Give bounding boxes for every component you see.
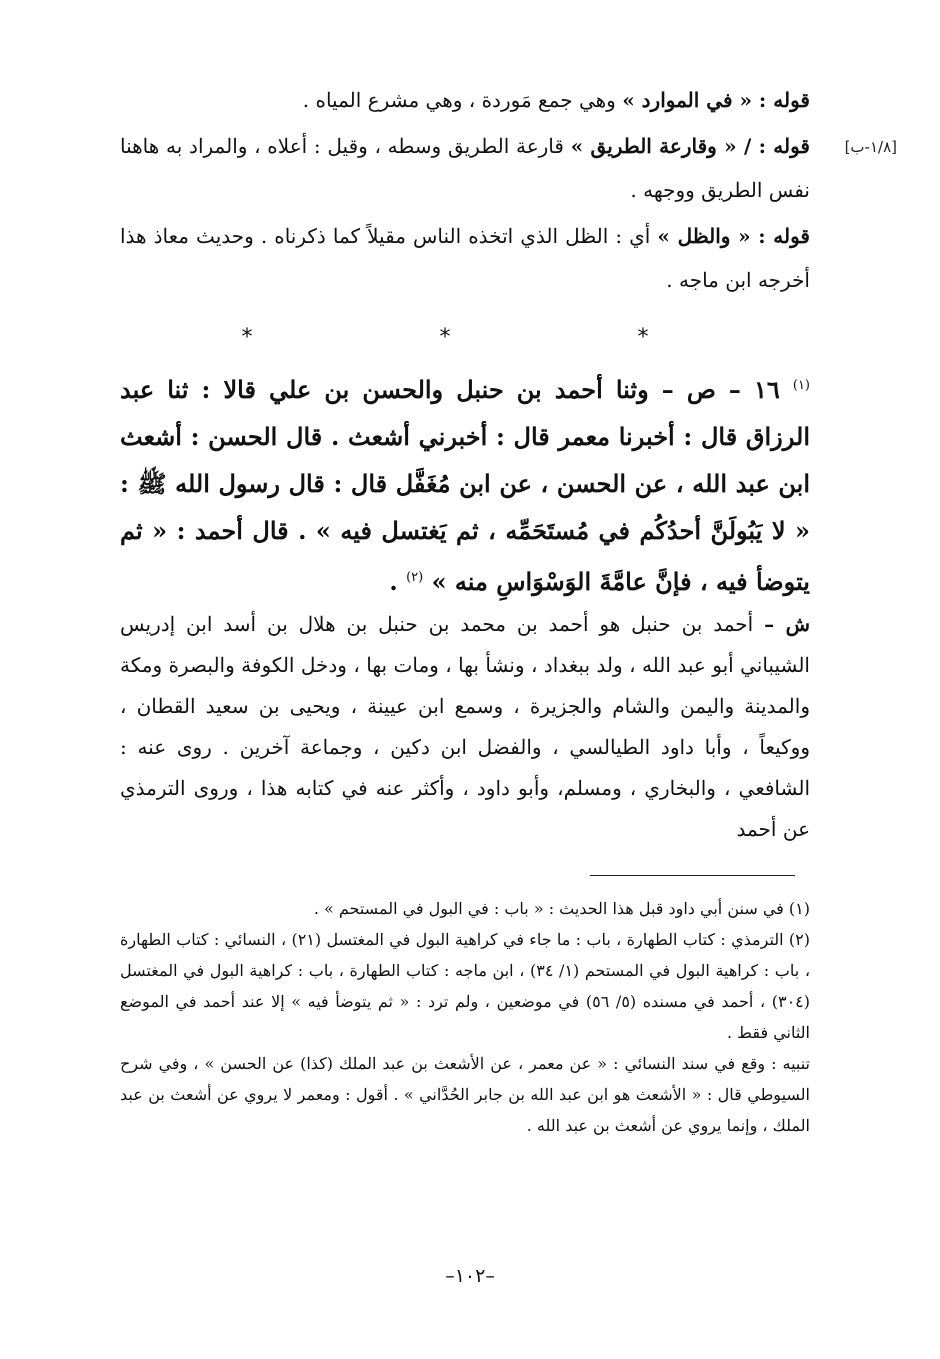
intro-paragraph-1 — [120, 78, 810, 122]
intro-paragraph-3 — [120, 214, 810, 302]
commentary-lead: ش – — [764, 612, 810, 636]
intro-lead-3: قوله : « والظل » — [657, 224, 810, 248]
footnote-divider — [590, 875, 795, 876]
commentary-text: أحمد بن حنبل هو أحمد بن محمد بن حنبل بن هلال بن أسد ابن إدريس الشيباني أبو عبد الله ، ولد ببغداد ، ونشأ بها ، ومات بها ، ودخل الكوفة والبصرة ومكة والمدينة واليمن والشام والجزيرة ، وسمع ابن عيينة ، ويحيى بن سعيد القطان ، ووكيعاً ، وأبا داود الطيالسي ، والفضل ابن دكين ، وجماعة آخرين . روى عنه : الشافعي ، والبخاري ، ومسلم، وأبو داود ، وأكثر عنه في كتابه هذا ، وروى الترمذي عن أحمد — [120, 612, 810, 841]
intro-text-2: قارعة الطريق وسطه ، وقيل : أعلاه ، والمراد به هاهنا نفس الطريق ووجهه . — [120, 134, 810, 202]
commentary-section — [120, 604, 810, 850]
footnote-2: (٢) الترمذي : كتاب الطهارة ، باب : ما جاء في كراهية البول في المغتسل (٢١) ، النسائي : كتاب الطهارة ، باب : كراهية البول في المستحم (١/ ٣٤) ، ابن ماجه : كتاب الطهارة ، باب : كراهية البول في المغتسل (٣٠٤) ، أحمد في مسنده (٥/ ٥٦) في موضعين ، ولم ترد : « ثم يتوضأ فيه » إلا عند أحمد في الموضع الثاني فقط . — [120, 930, 811, 1042]
hadith-section — [120, 362, 810, 605]
hadith-text-block — [120, 362, 810, 605]
intro-section — [120, 78, 810, 302]
intro-paragraph-2 — [120, 124, 810, 212]
intro-text-3: أي : الظل الذي اتخذه الناس مقيلاً كما ذكرناه . وحديث معاذ هذا أخرجه ابن ماجه . — [120, 224, 810, 292]
page-number: –١٠٢– — [445, 1265, 495, 1287]
intro-lead-1: قوله : « في الموارد » — [622, 88, 810, 112]
hadith-end-mark: . — [389, 567, 407, 596]
section-separator: * * * — [241, 325, 739, 350]
hadith-note-ref: (١) — [792, 378, 810, 393]
hadith-text: ١٦ – ص – وثنا أحمد بن حنبل والحسن بن علي قالا : ثنا عبد الرزاق قال : أخبرنا معمر قال : أخبرني أشعث . قال الحسن : أشعث ابن عبد الله ، عن الحسن ، عن ابن مُغَفَّل قال : قال رسول الله ﷺ : « لا يَبُولَنَّ أحدُكُم في مُستَحَمِّه ، ثم يَغتسل فيه » . قال أحمد : « ثم يتوضأ فيه ، فإنَّ عامَّةَ الوَسْوَاسِ منه » — [120, 375, 810, 596]
intro-text-1: وهي جمع مَوردة ، وهي مشرع المياه . — [302, 88, 623, 112]
footnote-caution: تنبيه : وقع في سند النسائي : « عن معمر ، عن الأشعث بن عبد الملك (كذا) عن الحسن » ، وفي شرح السيوطي قال : « الأشعث هو ابن عبد الله بن جابر الحُدَّاني » . أقول : ومعمر لا يروي عن أشعث بن عبد الملك ، وإنما يروي عن أشعث بن عبد الله . — [120, 1054, 810, 1135]
margin-manuscript-reference: [١/٨-ب] — [844, 138, 897, 156]
commentary-paragraph — [120, 604, 810, 850]
intro-lead-2: قوله : / « وقارعة الطريق » — [570, 134, 810, 158]
footnotes-section — [120, 893, 810, 1141]
hadith-end-note-ref: (٢) — [406, 570, 424, 585]
footnote-1: (١) في سنن أبي داود قبل هذا الحديث : « باب : في البول في المستحم » . — [313, 899, 810, 918]
